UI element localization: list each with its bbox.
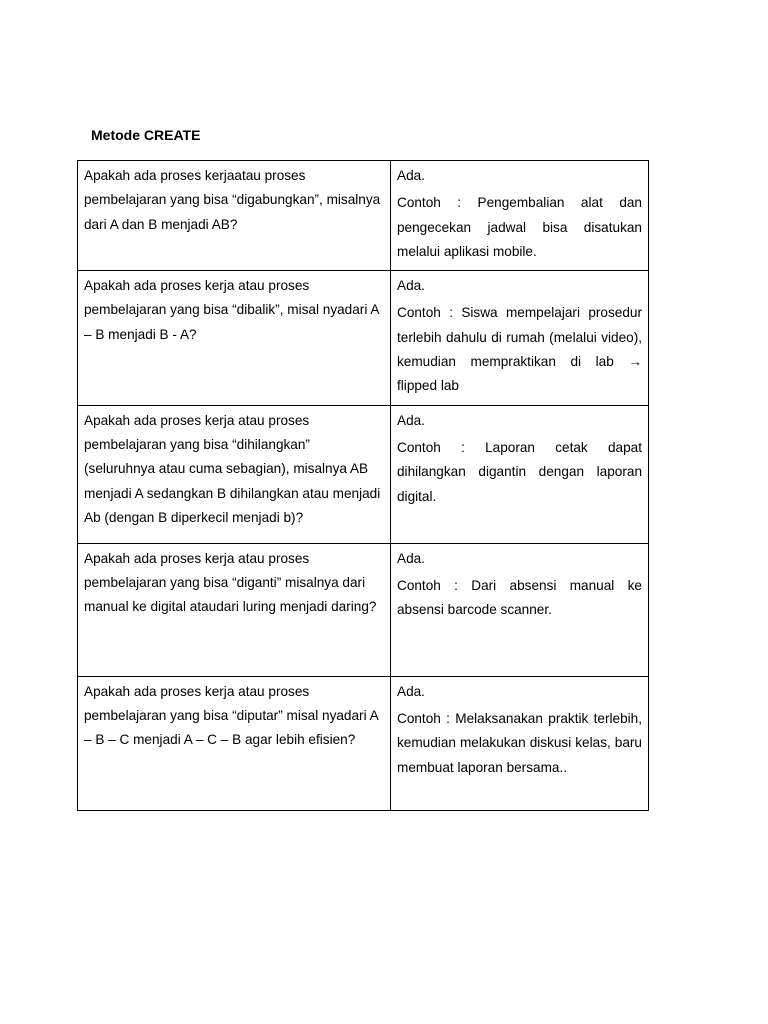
answer-example: Contoh : Pengembalian alat dan pengecekan jadwal bisa disatukan melalui aplikasi mobile.: [397, 195, 642, 259]
question-cell: Apakah ada proses kerja atau proses pembelajaran yang bisa “diputar” misal nyadari A – B – C menjadi A – C – B agar lebih efisien?: [78, 676, 391, 810]
answer-text: Ada.: [397, 278, 425, 294]
answer-example: Contoh : Laporan cetak dapat dihilangkan digantin dengan laporan digital.: [397, 439, 642, 504]
answer-text: Ada.: [397, 550, 425, 566]
answer-cell: [391, 676, 649, 810]
answer-cell: [391, 405, 649, 543]
answer-example: Contoh : Dari absensi manual ke absensi barcode scanner.: [397, 577, 642, 618]
question-cell: Apakah ada proses kerja atau proses pembelajaran yang bisa “dihilangkan” (seluruhnya atau cuma sebagian), misalnya AB menjadi A sedangkan B dihilangkan atau menjadi Ab (dengan B diperkecil menjadi b)?: [78, 405, 391, 543]
question-cell: Apakah ada proses kerjaatau proses pembelajaran yang bisa “digabungkan”, misalnya dari A dan B menjadi AB?: [78, 161, 391, 271]
answer-text: Ada.: [397, 412, 425, 428]
answer-cell: [391, 271, 649, 405]
table-row: [78, 161, 649, 271]
answer-example: Contoh : Siswa mempelajari prosedur terlebih dahulu di rumah (melalui video), kemudian mempraktikan di lab → flipped lab: [397, 305, 642, 394]
page-title: Metode CREATE: [91, 127, 201, 143]
question-cell: Apakah ada proses kerja atau proses pembelajaran yang bisa “dibalik”, misal nyadari A – B menjadi B - A?: [78, 271, 391, 405]
table-row: [78, 543, 649, 676]
table-row: [78, 405, 649, 543]
question-cell: Apakah ada proses kerja atau proses pembelajaran yang bisa “diganti” misalnya dari manual ke digital ataudari luring menjadi daring?: [78, 543, 391, 676]
table-row: [78, 271, 649, 405]
answer-cell: [391, 543, 649, 676]
table-row: [78, 676, 649, 810]
answer-cell: [391, 161, 649, 271]
answer-text: Ada.: [397, 683, 425, 699]
create-method-table: [77, 160, 649, 811]
answer-text: Ada.: [397, 168, 425, 183]
answer-example: Contoh : Melaksanakan praktik terlebih, kemudian melakukan diskusi kelas, baru membuat laporan bersama..: [397, 710, 642, 775]
